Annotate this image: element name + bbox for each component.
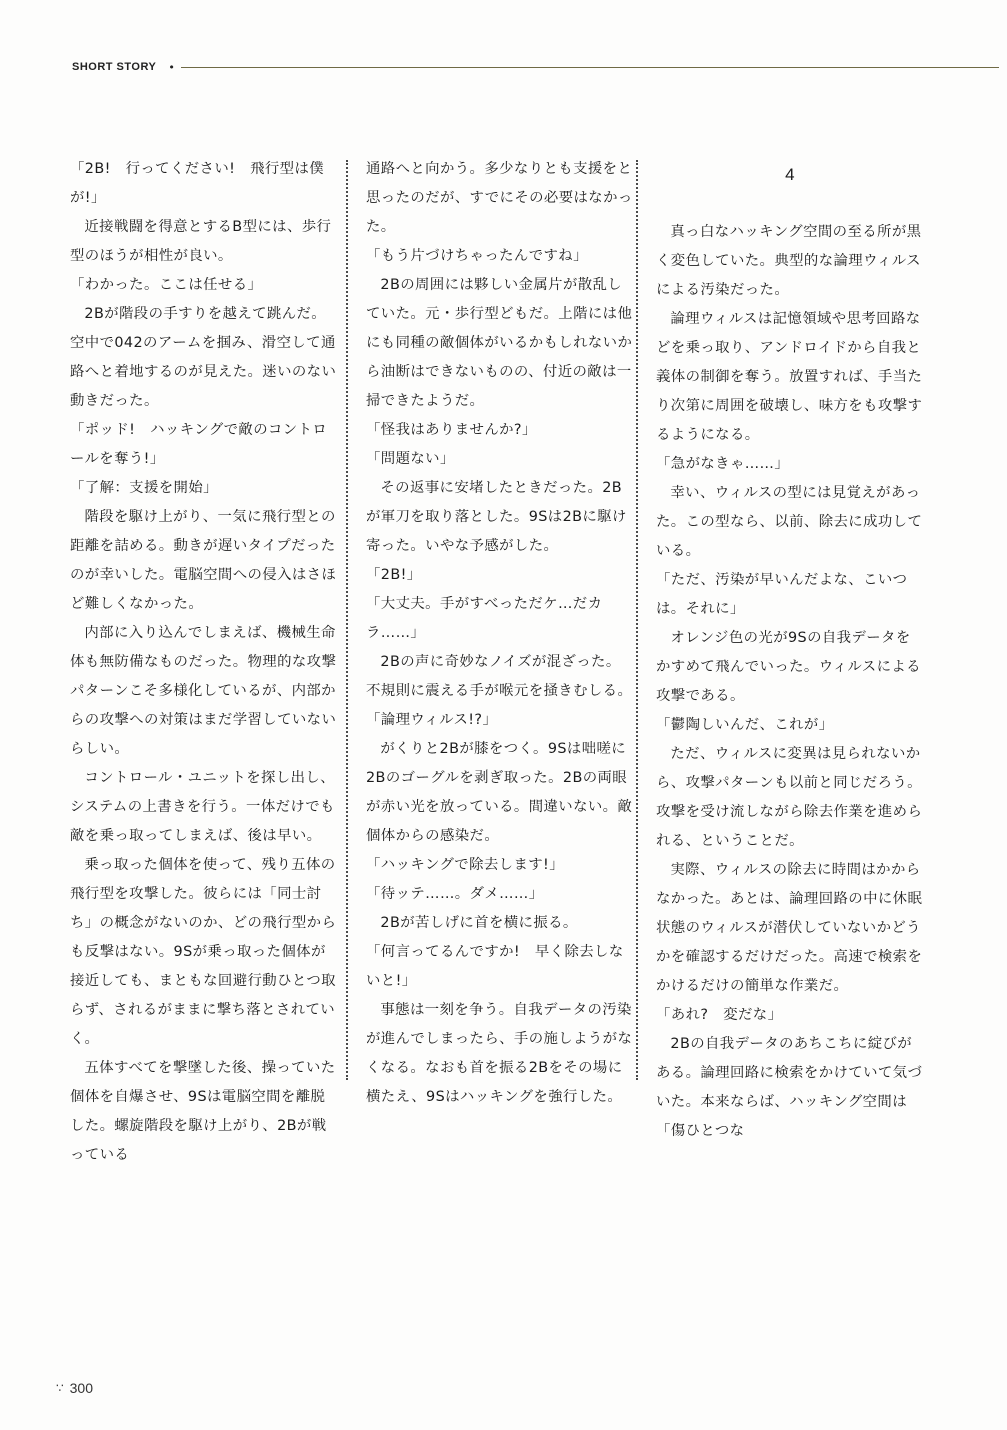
paragraph: 階段を駆け上がり、一気に飛行型との距離を詰める。動きが遅いタイプだったのが幸いした。電脳空間への侵入はさほど難しくなかった。 [70, 509, 337, 612]
paragraph: 「わかった。ここは任せる」 [70, 277, 263, 293]
paragraph: 内部に入り込んでしまえば、機械生命体も無防備なものだった。物理的な攻撃パターンこそ多様化しているが、内部からの攻撃への対策はまだ学習していないらしい。 [70, 625, 337, 757]
paragraph: その返事に安堵したときだった。2Bが軍刀を取り落とした。9Sは2Bに駆け寄った。いやな予感がした。 [366, 480, 627, 554]
paragraph: オレンジ色の光が9Sの自我データをかすめて飛んでいった。ウィルスによる攻撃である。 [656, 630, 921, 704]
paragraph: 「ポッド! ハッキングで敵のコントロールを奪う!」 [70, 422, 328, 467]
page-number: 300 [69, 1380, 93, 1396]
paragraph: 「2B! 行ってください! 飛行型は僕が!」 [70, 161, 325, 206]
paragraph: 「怪我はありませんか?」 [366, 422, 537, 438]
page-footer [56, 1380, 93, 1396]
paragraph: 「急がなきゃ……」 [656, 456, 790, 472]
paragraph: 実際、ウィルスの除去に時間はかからなかった。あとは、論理回路の中に休眠状態のウィルスが潜伏していないかどうかを確認するだけだった。高速で検索をかけるだけの簡単な作業だ。 [656, 862, 923, 994]
paragraph: 五体すべてを撃墜した後、操っていた個体を自爆させ、9Sは電脳空間を離脱した。螺旋階段を駆け上がり、2Bが戦っている [70, 1060, 336, 1163]
text-column-1 [70, 155, 338, 1170]
paragraph: 2Bが苦しげに首を横に振る。 [380, 915, 578, 931]
paragraph: 2Bの声に奇妙なノイズが混ざった。不規則に震える手が喉元を掻きむしる。 [366, 654, 633, 699]
text-column-2 [366, 155, 634, 1112]
paragraph: コントロール・ユニットを探し出し、システムの上書きを行う。一体だけでも敵を乗っ取ってしまえば、後は早い。 [70, 770, 335, 844]
section-number: 4 [785, 165, 795, 184]
paragraph: 通路へと向かう。多少なりとも支援をと思ったのだが、すでにその必要はなかった。 [366, 161, 633, 235]
paragraph: 「問題ない」 [366, 451, 455, 467]
paragraph: 「ハッキングで除去します!」 [366, 857, 565, 873]
paragraph: ただ、ウィルスに変異は見られないから、攻撃パターンも以前と同じだろう。攻撃を受け流しながら除去作業を進められる、ということだ。 [656, 746, 923, 849]
header-rule [181, 67, 999, 68]
paragraph: 乗っ取った個体を使って、残り五体の飛行型を攻撃した。彼らには「同士討ち」の概念がないのか、どの飛行型からも反撃はない。9Sが乗っ取った個体が接近しても、まともな回避行動ひとつ取らず、されるがままに撃ち落とされていく。 [70, 857, 337, 1047]
paragraph: 「ただ、汚染が早いんだよな、こいつは。それに」 [656, 572, 908, 617]
paragraph: 近接戦闘を得意とするB型には、歩行型のほうが相性が良い。 [70, 219, 332, 264]
paragraph: がくりと2Bが膝をつく。9Sは咄嗟に2Bのゴーグルを剥ぎ取った。2Bの両眼が赤い光を放っている。間違いない。敵個体からの感染だ。 [366, 741, 633, 844]
paragraph: 「了解：支援を開始」 [70, 480, 218, 496]
paragraph: 2Bが階段の手すりを越えて跳んだ。空中で042のアームを掴み、滑空して通路へと着地するのが見えた。迷いのない動きだった。 [70, 306, 337, 409]
paragraph: 「もう片づけちゃったんですね」 [366, 248, 588, 264]
text-column-3 [656, 160, 924, 1146]
paragraph: 「待ッテ……。ダメ……」 [366, 886, 544, 902]
running-header [72, 58, 999, 76]
paragraph: 幸い、ウィルスの型には見覚えがあった。この型なら、以前、除去に成功している。 [656, 485, 923, 559]
paragraph: 「鬱陶しいんだ、これが」 [656, 717, 834, 733]
paragraph: 「2B!」 [366, 567, 422, 583]
section-label: SHORT STORY [72, 61, 157, 73]
paragraph: 論理ウィルスは記憶領域や思考回路などを乗っ取り、アンドロイドから自我と義体の制御を奪う。放置すれば、手当たり次第に周囲を破壊し、味方をも攻撃するようになる。 [656, 311, 923, 443]
paragraph: 「論理ウィルス!?」 [366, 712, 498, 728]
footer-mark: ∵ [56, 1381, 64, 1395]
paragraph: 「何言ってるんですか! 早く除去しないと!」 [366, 944, 624, 989]
paragraph: 2Bの周囲には夥しい金属片が散乱していた。元・歩行型どもだ。上階には他にも同種の敵個体がいるかもしれないから油断はできないものの、付近の敵は一掃できたようだ。 [366, 277, 633, 409]
paragraph: 真っ白なハッキング空間の至る所が黒く変色していた。典型的な論理ウィルスによる汚染だった。 [656, 224, 922, 298]
paragraph: 「大丈夫。手がすべっただケ…だカラ……」 [366, 596, 603, 641]
paragraph: 「あれ? 変だな」 [656, 1007, 783, 1023]
header-bullet: • [168, 60, 175, 74]
paragraph: 事態は一刻を争う。自我データの汚染が進んでしまったら、手の施しようがなくなる。なおも首を振る2Bをその場に横たえ、9Sはハッキングを強行した。 [366, 1002, 633, 1105]
column-divider [346, 160, 348, 1080]
column-divider [636, 160, 638, 1080]
paragraph: 2Bの自我データのあちこちに綻びがある。論理回路に検索をかけていて気づいた。本来ならば、ハッキング空間は「傷ひとつな [656, 1036, 923, 1139]
